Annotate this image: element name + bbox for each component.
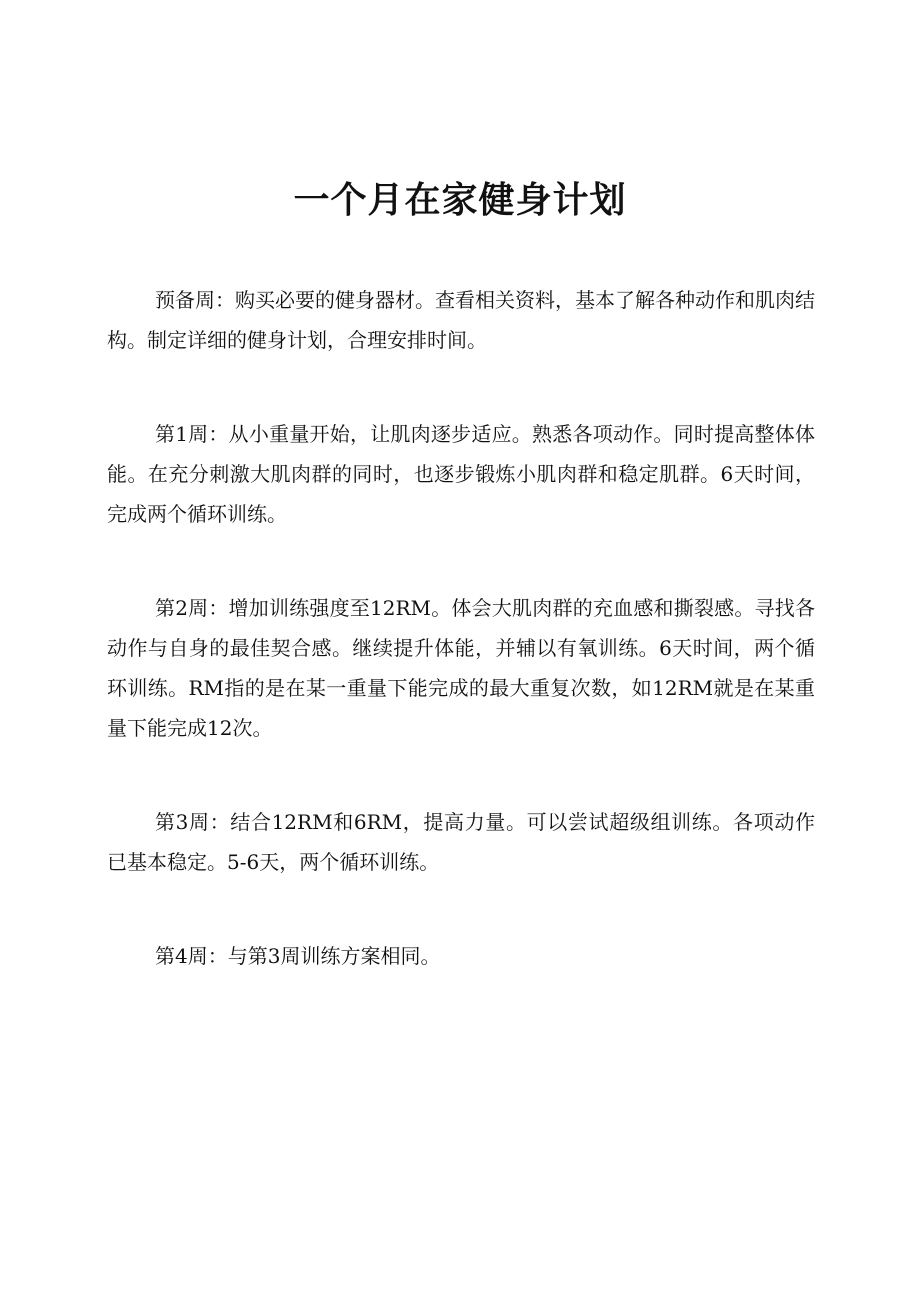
paragraph-week-2: 第2周：增加训练强度至12RM。体会大肌肉群的充血感和撕裂感。寻找各动作与自身的最佳契合感。继续提升体能，并辅以有氧训练。6天时间，两个循环训练。RM指的是在某一重量下能完成的最大重复次数，如12RM就是在某重量下能完成12次。 — [107, 596, 815, 740]
document-body — [107, 280, 815, 1030]
paragraph-prep-week: 预备周：购买必要的健身器材。查看相关资料，基本了解各种动作和肌肉结构。制定详细的健身计划，合理安排时间。 — [107, 288, 815, 352]
document-title: 一个月在家健身计划 — [293, 180, 627, 221]
paragraph-week-1: 第1周：从小重量开始，让肌肉逐步适应。熟悉各项动作。同时提高整体体能。在充分刺激大肌肉群的同时，也逐步锻炼小肌肉群和稳定肌群。6天时间，完成两个循环训练。 — [107, 422, 815, 526]
paragraph-week-4: 第4周：与第3周训练方案相同。 — [155, 944, 441, 968]
paragraph-week-3: 第3周：结合12RM和6RM，提高力量。可以尝试超级组训练。各项动作已基本稳定。5-6天，两个循环训练。 — [107, 810, 815, 874]
